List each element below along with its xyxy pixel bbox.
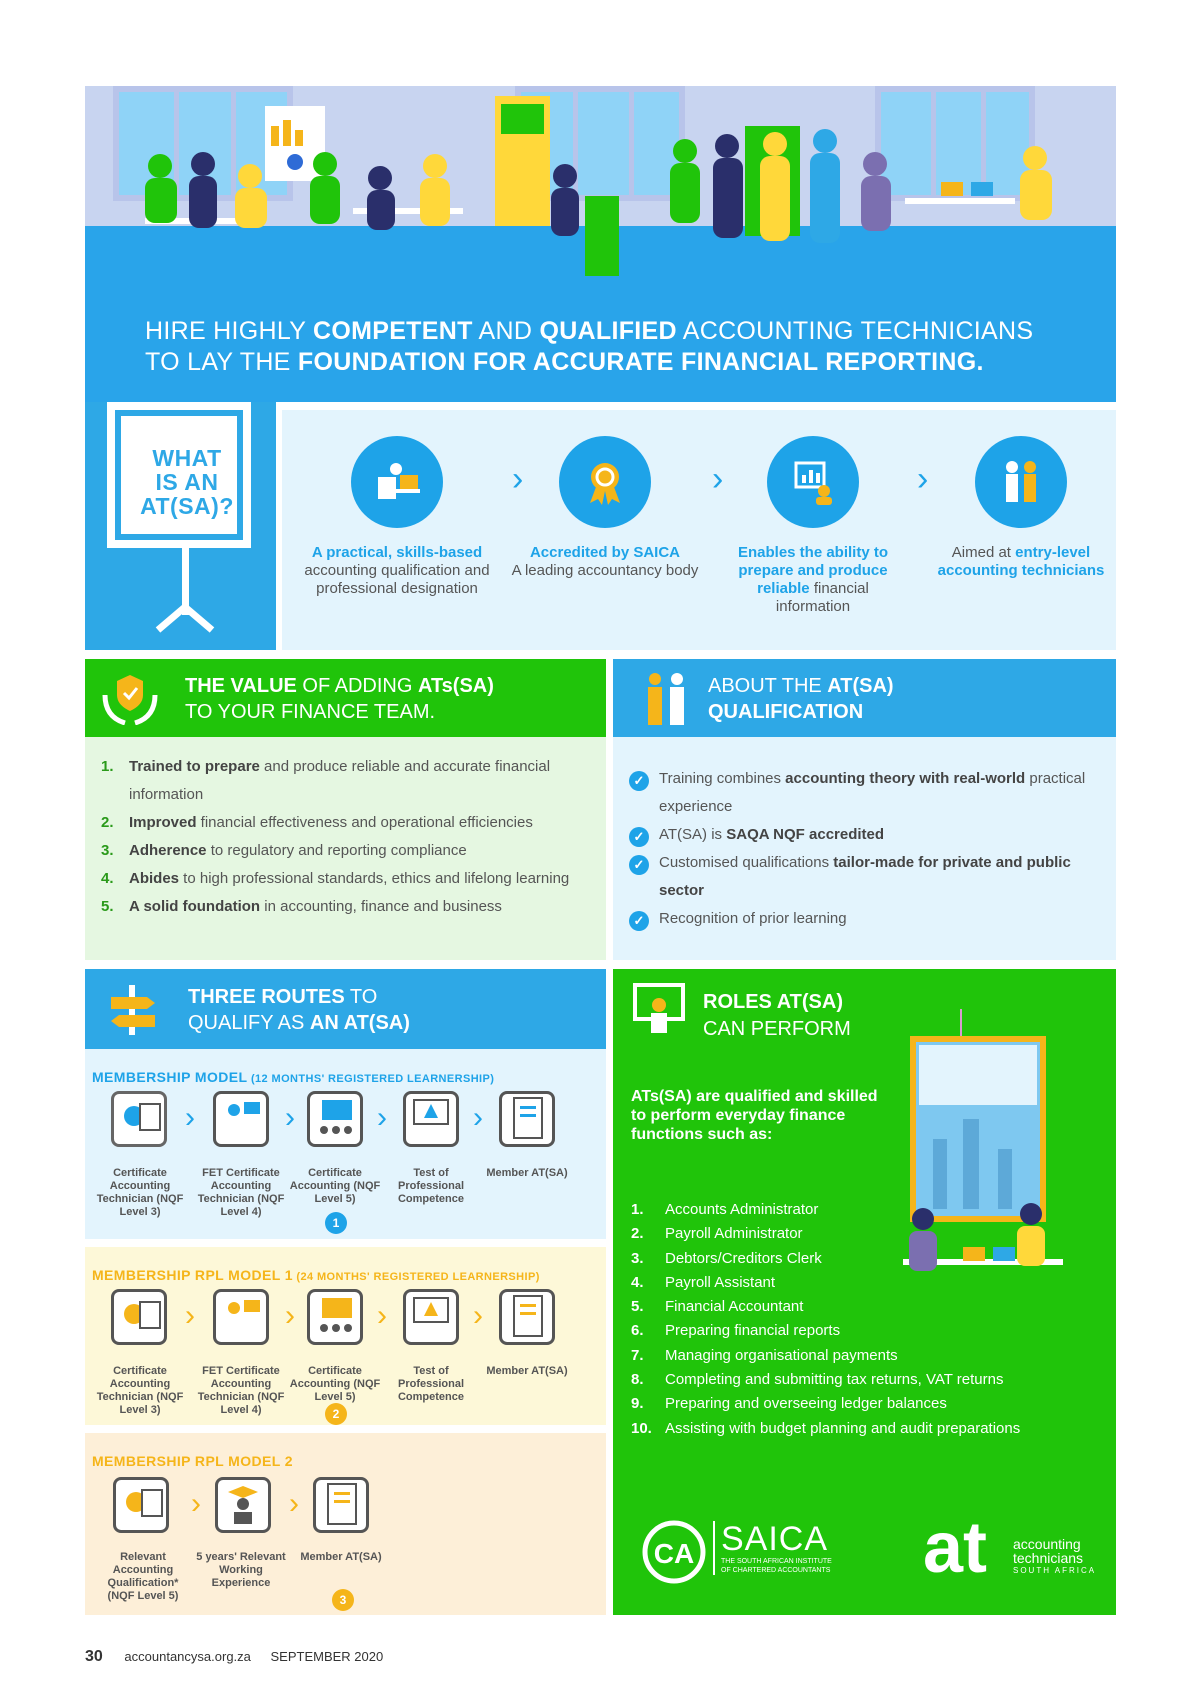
step-practical <box>302 436 492 598</box>
route-step-label: Test of Professional Competence <box>397 1365 465 1403</box>
route-step-label: Certificate Accounting (NQF Level 5) <box>289 1167 381 1205</box>
roles-list <box>631 1198 1101 1441</box>
office-illustration <box>85 86 1116 296</box>
route-number-badge: 1 <box>325 1212 347 1234</box>
list-item: 8. Completing and submitting tax returns, VAT returns <box>631 1371 1004 1389</box>
step-accredited <box>510 436 700 580</box>
what-is-steps <box>282 410 1116 650</box>
list-item: 6. Preparing financial reports <box>631 1322 841 1340</box>
list-item: 1. Accounts Administrator <box>631 1201 819 1218</box>
chevron-right-icon: › <box>377 1299 387 1332</box>
page-number: 30 <box>85 1648 103 1665</box>
test-icon <box>403 1289 459 1345</box>
model-title: MEMBERSHIP RPL MODEL 2 <box>92 1453 293 1469</box>
member-certificate-icon <box>499 1091 555 1147</box>
footer-site[interactable]: accountancysa.org.za <box>124 1649 251 1664</box>
saica-subtitle: THE SOUTH AFRICAN INSTITUTE <box>721 1558 832 1565</box>
route-number-badge: 2 <box>325 1403 347 1425</box>
membership-rpl-model-2 <box>85 1433 606 1615</box>
list-item: 3. Debtors/Creditors Clerk <box>631 1249 822 1267</box>
list-item: 9. Preparing and overseeing ledger balances <box>631 1395 947 1413</box>
route-step-label: 5 years' Relevant Working Experience <box>196 1551 286 1589</box>
list-item: 10. Assisting with budget planning and audit preparations <box>631 1419 1021 1437</box>
about-list-panel <box>613 737 1116 960</box>
chevron-right-icon: › <box>185 1299 195 1332</box>
about-title: ABOUT THE AT(SA) QUALIFICATION <box>708 675 894 723</box>
certificate-icon <box>111 1091 167 1147</box>
whiteboard <box>107 402 251 548</box>
chevron-right-icon: › <box>917 460 929 498</box>
step-highlight: entry-level accounting technicians <box>937 544 1105 579</box>
route-step-label: Member AT(SA) <box>300 1551 382 1563</box>
saica-ca-icon <box>641 1519 707 1585</box>
about-list <box>629 765 1099 933</box>
list-item: ✓ Training combines accounting theory with real-world practical experience <box>629 765 1099 821</box>
check-icon: ✓ <box>629 855 649 875</box>
chevron-right-icon: › <box>191 1487 201 1520</box>
signpost-icon <box>107 983 159 1037</box>
roles-panel <box>613 969 1116 1615</box>
list-item: 2. Improved financial effectiveness and operational efficiencies <box>101 814 533 831</box>
model-title: MEMBERSHIP MODEL (12 MONTHS' REGISTERED LEARNERSHIP) <box>92 1069 495 1085</box>
certificate-icon <box>111 1289 167 1345</box>
at-line1: accounting <box>1013 1536 1081 1552</box>
about-header <box>613 659 1116 737</box>
model-title: MEMBERSHIP RPL MODEL 1 (24 MONTHS' REGISTERED LEARNERSHIP) <box>92 1267 540 1283</box>
test-icon <box>403 1091 459 1147</box>
easel-stand-icon <box>150 545 220 635</box>
svg-text:CA: CA <box>653 1538 695 1569</box>
roles-intro: ATs(SA) are qualified and skilled to perform everyday finance functions such as: <box>631 1088 878 1143</box>
check-icon: ✓ <box>629 827 649 847</box>
two-people-icon <box>975 436 1067 528</box>
hero-headline: HIRE HIGHLY COMPETENT AND QUALIFIED ACCOUNTING TECHNICIANS TO LAY THE FOUNDATION FOR ACCURATE FINANCIAL REPORTING. <box>145 317 1034 376</box>
footer-date: SEPTEMBER 2020 <box>270 1649 384 1664</box>
value-title: THE VALUE OF ADDING ATs(SA) TO YOUR FINANCE TEAM. <box>185 675 494 723</box>
route-step-label: Certificate Accounting Technician (NQF Level 3) <box>96 1365 184 1416</box>
list-item: 7. Managing organisational payments <box>631 1346 898 1364</box>
at-monogram-icon <box>923 1507 1013 1587</box>
step-text: financial information <box>775 580 869 615</box>
presentation-chart-icon <box>767 436 859 528</box>
list-item: 4. Payroll Assistant <box>631 1273 776 1291</box>
graduate-icon <box>215 1477 271 1533</box>
chevron-right-icon: › <box>377 1101 387 1134</box>
member-certificate-icon <box>499 1289 555 1345</box>
chevron-right-icon: › <box>473 1101 483 1134</box>
route-step-label: FET Certificate Accounting Technician (NQF Level 4) <box>197 1365 285 1416</box>
hero-banner <box>85 86 1116 402</box>
person-at-desk-icon <box>351 436 443 528</box>
list-item: 3. Adherence to regulatory and reporting compliance <box>101 842 467 859</box>
roles-title: ROLES AT(SA) CAN PERFORM <box>703 991 851 1040</box>
step-enables <box>718 436 908 616</box>
route-step-label: Relevant Accounting Qualification* (NQF Level 5) <box>107 1551 179 1602</box>
step-highlight: Enables the ability to prepare and produce reliable <box>737 544 889 597</box>
route-step-label: Member AT(SA) <box>486 1365 568 1377</box>
chevron-right-icon: › <box>289 1487 299 1520</box>
classroom-icon <box>307 1289 363 1345</box>
list-item: 5. Financial Accountant <box>631 1298 804 1316</box>
route-step-label: Member AT(SA) <box>486 1167 568 1179</box>
award-ribbon-icon <box>559 436 651 528</box>
what-is-title: WHAT IS AN AT(SA)? <box>140 445 234 519</box>
value-header <box>85 659 606 737</box>
route-step-label: Test of Professional Competence <box>397 1167 465 1205</box>
list-item: ✓ Customised qualifications tailor-made for private and public sector <box>629 849 1099 905</box>
chevron-right-icon: › <box>473 1299 483 1332</box>
list-item: ✓ AT(SA) is SAQA NQF accredited <box>629 821 1099 849</box>
step-text: Aimed at <box>951 544 1016 561</box>
certificate-icon <box>113 1477 169 1533</box>
membership-model-1 <box>85 1049 606 1239</box>
svg-text:at: at <box>923 1508 988 1587</box>
chevron-right-icon: › <box>712 460 724 498</box>
routes-header <box>85 969 606 1049</box>
route-step-label: Certificate Accounting Technician (NQF Level 3) <box>96 1167 184 1218</box>
accounting-technicians-logo <box>923 1507 1097 1587</box>
route-step-label: FET Certificate Accounting Technician (NQF Level 4) <box>197 1167 285 1218</box>
list-item: 2. Payroll Administrator <box>631 1225 803 1243</box>
route-number-badge: 3 <box>332 1589 354 1611</box>
step-text: accounting qualification and professional designation <box>304 562 490 597</box>
chevron-right-icon: › <box>512 460 524 498</box>
chevron-right-icon: › <box>285 1299 295 1332</box>
classroom-icon <box>307 1091 363 1147</box>
route-step-label: Certificate Accounting (NQF Level 5) <box>289 1365 381 1403</box>
chevron-right-icon: › <box>185 1101 195 1134</box>
saica-subtitle: OF CHARTERED ACCOUNTANTS <box>721 1567 831 1574</box>
check-icon: ✓ <box>629 911 649 931</box>
step-aimed <box>926 436 1116 580</box>
list-item: ✓ Recognition of prior learning <box>629 905 1099 933</box>
two-people-icon <box>643 671 691 727</box>
page-footer <box>85 1648 383 1666</box>
list-item: 4. Abides to high professional standards, ethics and lifelong learning <box>101 870 570 887</box>
presentation-person-icon <box>631 983 687 1039</box>
at-line3: SOUTH AFRICA <box>1013 1566 1097 1575</box>
desk-person-icon <box>213 1289 269 1345</box>
value-list-panel <box>85 737 606 960</box>
desk-person-icon <box>213 1091 269 1147</box>
saica-name: SAICA <box>721 1520 829 1558</box>
at-line2: technicians <box>1013 1550 1084 1566</box>
member-certificate-icon <box>313 1477 369 1533</box>
step-highlight: A practical, skills-based <box>311 544 483 561</box>
routes-title: THREE ROUTES TO QUALIFY AS AN AT(SA) <box>188 986 410 1034</box>
saica-logo <box>641 1519 832 1585</box>
step-highlight: Accredited by SAICA <box>529 544 681 561</box>
chevron-right-icon: › <box>285 1101 295 1134</box>
shield-hands-icon <box>101 673 159 725</box>
step-text: A leading accountancy body <box>511 562 699 579</box>
list-item: 1. Trained to prepare and produce reliable and accurate financial information <box>101 758 551 803</box>
list-item: 5. A solid foundation in accounting, finance and business <box>101 898 502 915</box>
value-list <box>101 753 591 921</box>
membership-rpl-model-1 <box>85 1247 606 1425</box>
check-icon: ✓ <box>629 771 649 791</box>
